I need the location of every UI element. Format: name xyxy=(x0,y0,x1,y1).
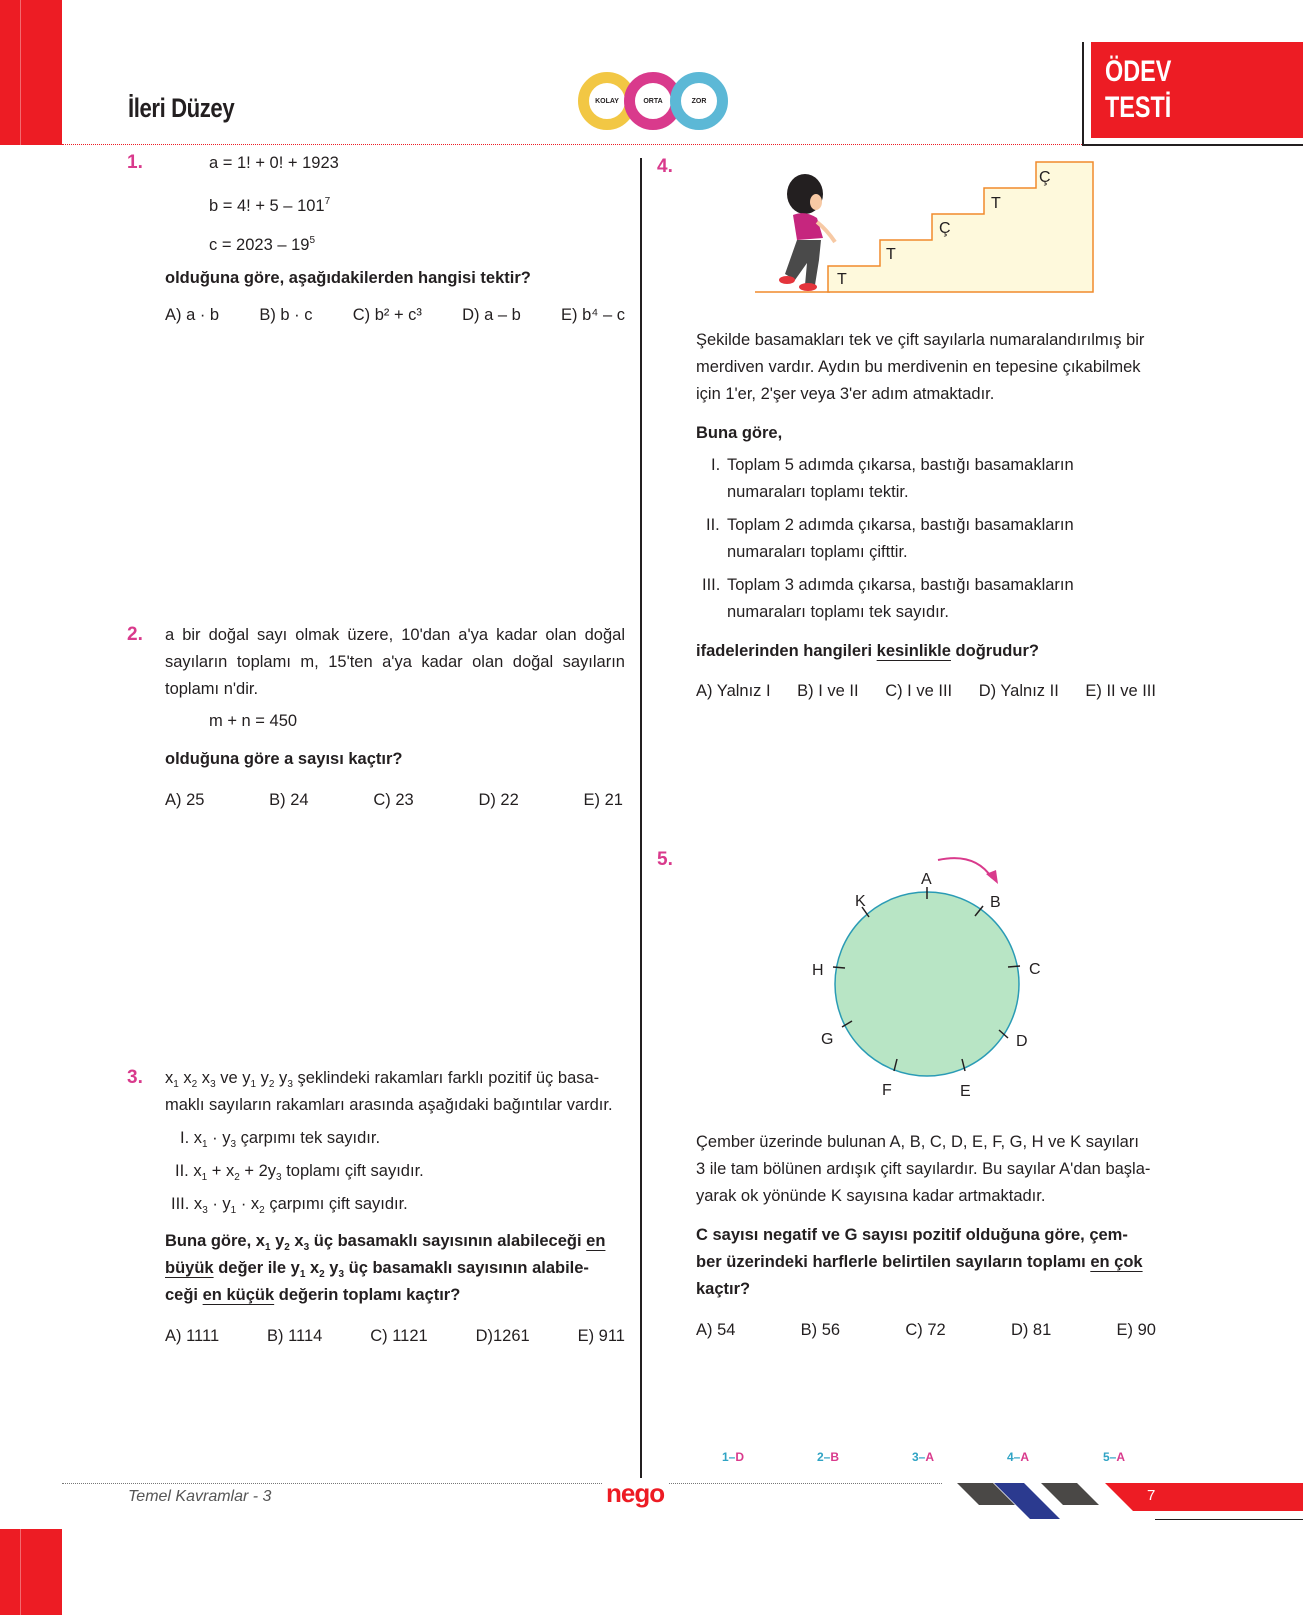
q4-prompt-kesinlikle: kesinlikle xyxy=(876,642,951,660)
q3-option-e[interactable]: E) 911 xyxy=(577,1327,625,1345)
red-side-strip-bottom xyxy=(0,1529,62,1615)
q1-equation-b-text: b = 4! + 5 – 101 xyxy=(209,197,325,215)
q1-c-exponent: 5 xyxy=(309,235,316,246)
answer-key-3 xyxy=(912,1450,934,1464)
q3-prompt-line2: büyük değer ile $y_1$ $x_2$ $y_3$ üç basamaklı sayısının alabile- xyxy=(165,1259,589,1280)
q2-option-c[interactable]: C) 23 xyxy=(373,791,414,809)
direction-arrow-icon xyxy=(938,858,992,878)
difficulty-kolay-label: KOLAY xyxy=(595,97,619,105)
svg-text:Ç: Ç xyxy=(1039,169,1051,186)
q1-b-exponent: 7 xyxy=(324,196,331,207)
q3-body-line2: maklı sayıların rakamları arasında aşağıdaki bağıntılar vardır. xyxy=(165,1096,613,1114)
q4-option-b[interactable]: B) I ve II xyxy=(797,682,859,700)
q3-roman-1: I. xyxy=(180,1129,190,1147)
svg-text:G: G xyxy=(821,1031,834,1048)
q4-body-line1: Şekilde basamakları tek ve çift sayılarla numaralandırılmış bir xyxy=(696,331,1145,349)
q3-statement-2: II. $x_1 + x_2 + 2y_3$ toplamı çift sayıdır. xyxy=(175,1162,424,1183)
q5-body-line1: Çember üzerinde bulunan A, B, C, D, E, F, G, H ve K sayıları xyxy=(696,1133,1139,1151)
red-side-strip-top xyxy=(0,0,62,145)
q4-statement-1-line1: Toplam 5 adımda çıkarsa, bastığı basamakların xyxy=(727,456,1074,474)
answer-key-1-letter: D xyxy=(735,1450,745,1464)
answer-key-2 xyxy=(817,1450,839,1464)
q2-prompt: olduğuna göre a sayısı kaçtır? xyxy=(165,750,403,768)
q3-option-b[interactable]: B) 1114 xyxy=(267,1327,323,1345)
q3-prompt-line3 xyxy=(165,1282,460,1309)
q5-body-line3: yarak ok yönünde K sayısına kadar artmaktadır. xyxy=(696,1187,1046,1205)
badge-line-2: TESTİ xyxy=(1105,91,1172,124)
q4-prompt-pre: ifadelerinden hangileri xyxy=(696,642,873,660)
q5-prompt-line3: kaçtır? xyxy=(696,1280,751,1298)
q2-option-e[interactable]: E) 21 xyxy=(583,791,623,809)
q3-statement-1-text: çarpımı tek sayıdır. xyxy=(240,1129,381,1147)
q5-prompt-line1: C sayısı negatif ve G sayısı pozitif olduğuna göre, çem- xyxy=(696,1226,1128,1244)
q5-option-b[interactable]: B) 56 xyxy=(800,1321,841,1339)
q3-prompt-e: ceği xyxy=(165,1286,199,1304)
answer-key-1-num: 1– xyxy=(722,1450,736,1464)
q4-roman-1: I. xyxy=(711,456,721,474)
q3-statement-1: I. $x_1 \cdot y_3$ çarpımı tek sayıdır. xyxy=(180,1129,381,1150)
svg-text:T: T xyxy=(837,271,847,288)
column-divider xyxy=(640,158,642,1498)
homework-test-badge xyxy=(1082,42,1303,146)
answer-key-4-letter: A xyxy=(1020,1450,1030,1464)
q1-option-c[interactable]: C) b² + c³ xyxy=(352,306,422,324)
q1-equation-b xyxy=(209,188,330,220)
svg-text:C: C xyxy=(1029,961,1041,978)
question-4-number: 4. xyxy=(657,156,673,177)
q3-statement-2-text: toplamı çift sayıdır. xyxy=(286,1162,424,1180)
child-walking-icon xyxy=(779,174,835,291)
svg-text:K: K xyxy=(855,893,866,910)
svg-text:B: B xyxy=(990,894,1001,911)
answer-key-4 xyxy=(1007,1450,1029,1464)
q4-statement-1-line2: numaraları toplamı tektir. xyxy=(727,483,909,501)
q4-statement-3-line1: Toplam 3 adımda çıkarsa, bastığı basamakların xyxy=(727,576,1074,594)
badge-line-1: ÖDEV xyxy=(1105,55,1172,88)
q4-statement-2-line1: Toplam 2 adımda çıkarsa, bastığı basamakların xyxy=(727,516,1074,534)
answer-key-5 xyxy=(1103,1450,1125,1464)
question-2-number: 2. xyxy=(127,624,143,645)
q1-equation-c-text: c = 2023 – 19 xyxy=(209,236,310,254)
q3-body-line1: $x_1$ $x_2$ $x_3$ ve $y_1$ $y_2$ $y_3$ şeklindeki rakamları farklı pozitif üç basa- xyxy=(165,1069,600,1090)
q1-prompt: olduğuna göre, aşağıdakilerden hangisi tektir? xyxy=(165,269,531,287)
q3-prompt-en: en xyxy=(586,1232,606,1250)
q3-option-d[interactable]: D)1261 xyxy=(475,1327,530,1345)
answer-key-3-letter: A xyxy=(925,1450,935,1464)
q3-ve: ve xyxy=(220,1069,238,1087)
svg-text:T: T xyxy=(886,246,896,263)
q4-lead: Buna göre, xyxy=(696,424,783,442)
q4-body-line2: merdiven vardır. Aydın bu merdivenin en tepesine çıkabilmek xyxy=(696,358,1141,376)
q5-option-c[interactable]: C) 72 xyxy=(905,1321,946,1339)
q4-option-a[interactable]: A) Yalnız I xyxy=(696,682,771,700)
circle-diagram xyxy=(800,850,1060,1110)
q5-options xyxy=(696,1321,1156,1340)
answer-key-2-letter: B xyxy=(830,1450,840,1464)
q2-options xyxy=(165,791,623,810)
page-number-box-slant xyxy=(1105,1483,1133,1511)
svg-text:T: T xyxy=(991,195,1001,212)
answer-key-5-num: 5– xyxy=(1103,1450,1117,1464)
q1-option-a[interactable]: A) a · b xyxy=(165,306,220,324)
q3-statement-3: III. $x_3 \cdot y_1 \cdot x_2$ çarpımı çift sayıdır. xyxy=(171,1195,408,1216)
q3-prompt-f: değerin toplamı kaçtır? xyxy=(278,1286,461,1304)
answer-key-5-letter: A xyxy=(1116,1450,1126,1464)
answer-key-3-num: 3– xyxy=(912,1450,926,1464)
q5-option-e[interactable]: E) 90 xyxy=(1116,1321,1156,1339)
difficulty-zor-label: ZOR xyxy=(691,97,707,105)
staircase-figure xyxy=(755,160,1100,295)
q4-option-e[interactable]: E) II ve III xyxy=(1085,682,1156,700)
q5-prompt-line2-pre: ber üzerindeki harflerle belirtilen sayıların toplamı xyxy=(696,1253,1086,1271)
header-rule xyxy=(62,144,1092,145)
difficulty-orta-label: ORTA xyxy=(643,97,663,105)
q1-option-b[interactable]: B) b · c xyxy=(259,306,313,324)
q2-option-d[interactable]: D) 22 xyxy=(478,791,519,809)
q4-roman-2: II. xyxy=(706,516,720,534)
q5-body-line2: 3 ile tam bölünen ardışık çift sayılardır. Bu sayılar A'dan başla- xyxy=(696,1160,1151,1178)
q1-options xyxy=(165,306,625,325)
answer-key-2-num: 2– xyxy=(817,1450,831,1464)
page-number: 7 xyxy=(1147,1487,1156,1504)
q3-prompt-c: değer ile xyxy=(218,1259,287,1277)
q1-option-e[interactable]: E) b⁴ – c xyxy=(561,306,625,324)
difficulty-zor-ring xyxy=(670,72,728,130)
staircase-illustration xyxy=(755,160,1100,295)
q4-prompt-post: doğrudur? xyxy=(955,642,1039,660)
answer-key-4-num: 4– xyxy=(1007,1450,1021,1464)
book-title: Temel Kavramlar - 3 xyxy=(128,1488,272,1505)
q1-option-d[interactable]: D) a – b xyxy=(462,306,521,324)
q4-prompt xyxy=(696,638,1039,665)
q3-prompt-a: Buna göre, xyxy=(165,1232,252,1250)
q4-option-d[interactable]: D) Yalnız II xyxy=(978,682,1059,700)
q5-prompt-line2 xyxy=(696,1249,1143,1276)
page-number-box xyxy=(1133,1483,1303,1511)
q4-statement-3-line2: numaraları toplamı tek sayıdır. xyxy=(727,603,949,621)
svg-text:E: E xyxy=(960,1083,971,1100)
footer-rule xyxy=(62,1483,942,1484)
q4-body-line3: için 1'er, 2'şer veya 3'er adım atmaktadır. xyxy=(696,385,995,403)
question-1-number: 1. xyxy=(127,152,143,173)
q4-options xyxy=(696,682,1156,701)
q4-option-c[interactable]: C) I ve III xyxy=(885,682,953,700)
q2-body: a bir doğal sayı olmak üzere, 10'dan a'ya kadar olan doğal sayıların toplamı m, 15'ten a'ya kadar olan doğal sayıların toplamı n'dir. xyxy=(165,626,625,698)
q3-roman-3: III. xyxy=(171,1195,190,1213)
q3-statement-3-text: çarpımı çift sayıdır. xyxy=(269,1195,408,1213)
q4-roman-3: III. xyxy=(702,576,721,594)
q5-option-a[interactable]: A) 54 xyxy=(696,1321,736,1339)
q3-options xyxy=(165,1327,625,1346)
q5-option-d[interactable]: D) 81 xyxy=(1010,1321,1052,1339)
q1-equation-a: a = 1! + 0! + 1923 xyxy=(209,154,339,172)
svg-text:D: D xyxy=(1016,1033,1028,1050)
publisher-logo: nego xyxy=(602,1478,668,1509)
svg-text:F: F xyxy=(882,1082,892,1099)
q1-equation-c xyxy=(209,227,315,259)
q2-option-a[interactable]: A) 25 xyxy=(165,791,205,809)
svg-text:A: A xyxy=(921,871,932,888)
question-5-number: 5. xyxy=(657,849,673,870)
q3-prompt-buyuk: büyük xyxy=(165,1259,214,1277)
q4-statement-2-line2: numaraları toplamı çifttir. xyxy=(727,543,908,561)
page-number-underline xyxy=(1155,1519,1303,1520)
stripe-gray-2 xyxy=(1041,1483,1099,1505)
answer-key-1 xyxy=(722,1450,744,1464)
question-3-number: 3. xyxy=(127,1067,143,1088)
circle-figure xyxy=(800,850,1060,1110)
q3-roman-2: II. xyxy=(175,1162,189,1180)
q5-prompt-en-cok: en çok xyxy=(1090,1253,1143,1271)
q3-option-a[interactable]: A) 1111 xyxy=(165,1327,220,1345)
level-title: İleri Düzey xyxy=(128,93,235,123)
q3-body-line1-text: şeklindeki rakamları farklı pozitif üç basa- xyxy=(297,1069,600,1087)
svg-text:Ç: Ç xyxy=(939,220,951,237)
q2-equation: m + n = 450 xyxy=(209,712,298,730)
q3-option-c[interactable]: C) 1121 xyxy=(370,1327,428,1345)
q3-prompt-d: üç basamaklı sayısının alabile- xyxy=(348,1259,589,1277)
q2-option-b[interactable]: B) 24 xyxy=(269,791,309,809)
svg-text:H: H xyxy=(812,962,824,979)
q3-prompt-line1: Buna göre, $x_1$ $y_2$ $x_3$ üç basamaklı sayısının alabileceği en xyxy=(165,1232,606,1253)
q3-prompt-en-kucuk: en küçük xyxy=(202,1286,275,1304)
q3-prompt-b: üç basamaklı sayısının alabileceği xyxy=(313,1232,582,1250)
difficulty-indicator xyxy=(578,72,738,132)
